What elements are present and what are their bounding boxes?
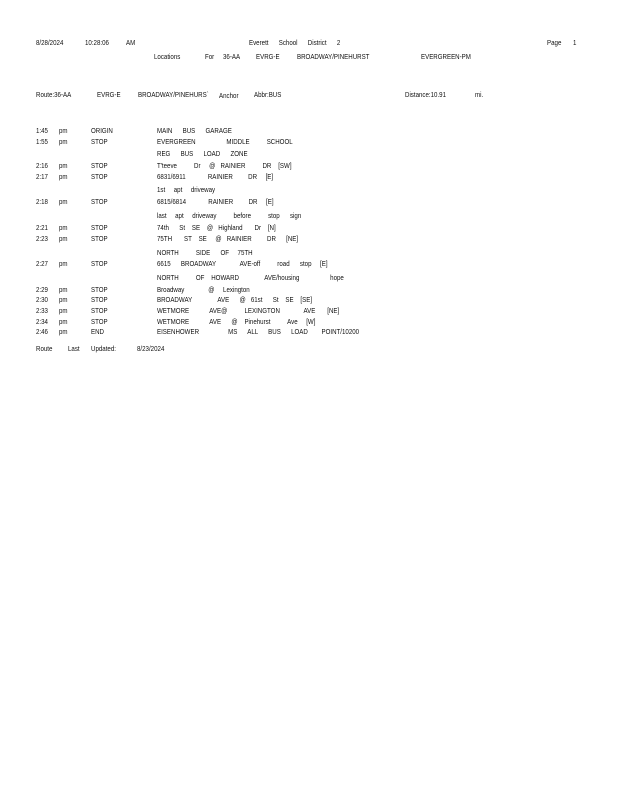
stop-description: Broadway @ Lexington bbox=[157, 285, 250, 294]
stop-note: REG BUS LOAD ZONE bbox=[157, 149, 248, 158]
stop-time: 2:21 bbox=[36, 223, 48, 232]
list-item bbox=[0, 295, 618, 305]
list-item bbox=[0, 126, 618, 136]
route-abbr: Abbr:BUS bbox=[254, 90, 282, 99]
stop-type: STOP bbox=[91, 197, 108, 206]
list-item bbox=[0, 273, 618, 283]
list-item bbox=[0, 306, 618, 316]
stop-time: 2:16 bbox=[36, 161, 48, 170]
stop-time: 2:17 bbox=[36, 172, 48, 181]
stop-time: 1:45 bbox=[36, 126, 48, 135]
stop-time: 2:18 bbox=[36, 197, 48, 206]
stop-time: 2:27 bbox=[36, 259, 48, 268]
stop-type: STOP bbox=[91, 295, 108, 304]
list-item bbox=[0, 197, 618, 207]
stop-type: STOP bbox=[91, 161, 108, 170]
list-item bbox=[0, 285, 618, 295]
page-label: Page bbox=[547, 38, 562, 47]
list-item bbox=[0, 223, 618, 233]
list-item bbox=[0, 327, 618, 337]
stop-type: STOP bbox=[91, 172, 108, 181]
list-item bbox=[0, 317, 618, 327]
stop-description: T'teeve Dr @ RAINIER DR [SW] bbox=[157, 161, 292, 170]
route-name: BROADWAY/PINEHURS` bbox=[138, 90, 209, 99]
stop-ampm: pm bbox=[59, 172, 68, 181]
stop-time: 2:33 bbox=[36, 306, 48, 315]
stop-type: STOP bbox=[91, 306, 108, 315]
stop-description: 6815/6814 RAINIER DR [E] bbox=[157, 197, 274, 206]
stop-ampm: pm bbox=[59, 306, 68, 315]
route-distance-unit: mi. bbox=[475, 90, 484, 99]
stop-type: STOP bbox=[91, 234, 108, 243]
list-item bbox=[0, 185, 618, 195]
subtitle-locations: Locations bbox=[154, 52, 181, 61]
stop-type: ORIGIN bbox=[91, 126, 113, 135]
route-id: Route:36-AA bbox=[36, 90, 72, 99]
stop-ampm: pm bbox=[59, 137, 68, 146]
stop-ampm: pm bbox=[59, 317, 68, 326]
stop-description: MAIN BUS GARAGE bbox=[157, 126, 232, 135]
stop-description: 75TH ST SE @ RAINIER DR [NE] bbox=[157, 234, 299, 243]
list-item bbox=[0, 211, 618, 221]
stop-description: 6831/6911 RAINIER DR [E] bbox=[157, 172, 274, 181]
stop-ampm: pm bbox=[59, 126, 68, 135]
report-date: 8/28/2024 bbox=[36, 38, 64, 47]
page-number: 1 bbox=[573, 38, 577, 47]
stop-ampm: pm bbox=[59, 259, 68, 268]
stop-time: 2:30 bbox=[36, 295, 48, 304]
stop-ampm: pm bbox=[59, 285, 68, 294]
stop-description: EVERGREEN MIDDLE SCHOOL bbox=[157, 137, 293, 146]
stop-time: 2:34 bbox=[36, 317, 48, 326]
route-distance: Distance:10.91 bbox=[405, 90, 447, 99]
header-route-short: EVRG-E bbox=[256, 52, 280, 61]
stop-description: WETMORE AVE@ LEXINGTON AVE [NE] bbox=[157, 306, 340, 315]
stop-type: STOP bbox=[91, 223, 108, 232]
stop-type: STOP bbox=[91, 317, 108, 326]
stop-note: last apt driveway before stop sign bbox=[157, 211, 302, 220]
stop-description: BROADWAY AVE @ 61st St SE [SE] bbox=[157, 295, 313, 304]
district-name: Everett School District 2 bbox=[249, 38, 341, 47]
stop-type: END bbox=[91, 327, 104, 336]
stop-description: WETMORE AVE @ Pinehurst Ave [W] bbox=[157, 317, 316, 326]
list-item bbox=[0, 248, 618, 258]
stop-ampm: pm bbox=[59, 161, 68, 170]
stop-note: NORTH SIDE OF 75TH bbox=[157, 248, 253, 257]
route-anchor: Anchor bbox=[219, 91, 239, 100]
stop-description: 74th St SE @ Highland Dr [N] bbox=[157, 223, 276, 232]
stop-ampm: pm bbox=[59, 234, 68, 243]
list-item bbox=[0, 234, 618, 244]
stop-type: STOP bbox=[91, 285, 108, 294]
stop-note: 1st apt driveway bbox=[157, 185, 216, 194]
footer-updated-date: 8/23/2024 bbox=[137, 344, 165, 353]
subtitle-for: For bbox=[205, 52, 215, 61]
list-item bbox=[0, 149, 618, 159]
list-item bbox=[0, 161, 618, 171]
stop-time: 1:55 bbox=[36, 137, 48, 146]
header-route-name: BROADWAY/PINEHURST bbox=[297, 52, 370, 61]
footer-route: Route bbox=[36, 344, 53, 353]
report-time: 10:28:06 bbox=[85, 38, 109, 47]
stop-ampm: pm bbox=[59, 327, 68, 336]
list-item bbox=[0, 137, 618, 147]
stop-ampm: pm bbox=[59, 295, 68, 304]
footer-updated: Updated: bbox=[91, 344, 116, 353]
stop-description: EISENHOWER MS ALL BUS LOAD POINT/10200 bbox=[157, 327, 360, 336]
stop-time: 2:46 bbox=[36, 327, 48, 336]
stop-type: STOP bbox=[91, 259, 108, 268]
header-school: EVERGREEN-PM bbox=[421, 52, 471, 61]
route-short: EVRG-E bbox=[97, 90, 121, 99]
stop-ampm: pm bbox=[59, 197, 68, 206]
stop-description: 6615 BROADWAY AVE-off road stop [E] bbox=[157, 259, 328, 268]
footer-last: Last bbox=[68, 344, 80, 353]
header-route-code: 36-AA bbox=[223, 52, 241, 61]
stop-ampm: pm bbox=[59, 223, 68, 232]
list-item bbox=[0, 172, 618, 182]
stop-type: STOP bbox=[91, 137, 108, 146]
stop-note: NORTH OF HOWARD AVE/housing hope bbox=[157, 273, 344, 282]
list-item bbox=[0, 259, 618, 269]
report-ampm: AM bbox=[126, 38, 136, 47]
stop-time: 2:29 bbox=[36, 285, 48, 294]
stop-time: 2:23 bbox=[36, 234, 48, 243]
